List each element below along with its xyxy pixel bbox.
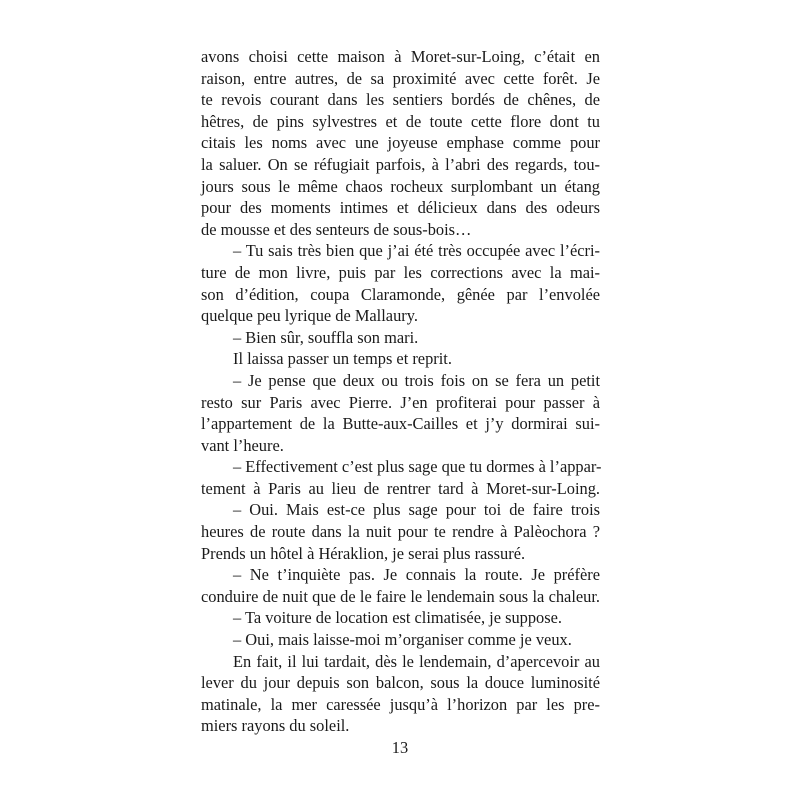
text-line: matinale, la mer caressée jusqu’à l’horizon par les pre- <box>201 694 600 714</box>
text-line: la saluer. On se réfugiait parfois, à l’abri des regards, tou- <box>201 154 600 174</box>
text-line: – Bien sûr, souffla son mari. <box>233 327 419 347</box>
text-line: En fait, il lui tardait, dès le lendemain, d’apercevoir au <box>233 651 600 671</box>
paragraph <box>201 607 600 629</box>
text-line: citais les noms avec une joyeuse emphase comme pour <box>201 133 600 153</box>
text-line: raison, entre autres, de sa proximité avec cette forêt. Je <box>201 68 600 88</box>
text-line: hêtres, de pins sylvestres et de toute cette flore dont tu <box>201 111 600 131</box>
paragraph <box>201 46 600 240</box>
text-line: pour des moments intimes et délicieux dans des odeurs <box>201 198 600 218</box>
text-line: miers rayons du soleil. <box>201 716 350 736</box>
text-line: – Je pense que deux ou trois fois on se fera un petit <box>233 370 600 390</box>
text-line: lever du jour depuis son balcon, sous la douce luminosité <box>201 673 600 693</box>
text-line: tement à Paris au lieu de rentrer tard à Moret-sur-Loing. <box>201 478 600 498</box>
paragraph <box>201 499 600 564</box>
paragraph <box>201 348 600 370</box>
paragraph <box>201 629 600 651</box>
text-line: resto sur Paris avec Pierre. J’en profiterai pour passer à <box>201 392 600 412</box>
text-line: – Tu sais très bien que j’ai été très occupée avec l’écri- <box>233 241 600 261</box>
text-line: quelque peu lyrique de Mallaury. <box>201 306 418 326</box>
paragraph <box>201 564 600 607</box>
paragraph <box>201 456 600 499</box>
text-line: Prends un hôtel à Héraklion, je serai plus rassuré. <box>201 543 526 563</box>
text-line: conduire de nuit que de le faire le lendemain sous la chaleur. <box>201 586 600 606</box>
text-line: son d’édition, coupa Claramonde, gênée par l’envolée <box>201 284 600 304</box>
text-line: l’appartement de la Butte-aux-Cailles et j’y dormirai sui- <box>201 414 600 434</box>
page-number: 13 <box>391 738 409 757</box>
text-line: te revois courant dans les sentiers bordés de chênes, de <box>201 90 600 110</box>
text-line: – Effectivement c’est plus sage que tu dormes à l’appar- <box>233 457 602 477</box>
paragraph <box>201 327 600 349</box>
paragraph <box>201 370 600 456</box>
text-line: Il laissa passer un temps et reprit. <box>233 349 452 369</box>
text-line: de mousse et des senteurs de sous-bois… <box>201 219 472 239</box>
text-line: – Ta voiture de location est climatisée, je suppose. <box>233 608 563 628</box>
text-line: heures de route dans la nuit pour te rendre à Palèochora ? <box>201 522 600 542</box>
text-line: ture de mon livre, puis par les corrections avec la mai- <box>201 262 600 282</box>
body-text <box>201 46 600 737</box>
text-line: – Oui. Mais est-ce plus sage pour toi de faire trois <box>233 500 600 520</box>
text-line: – Oui, mais laisse-moi m’organiser comme je veux. <box>233 630 572 650</box>
text-line: – Ne t’inquiète pas. Je connais la route. Je préfère <box>233 565 600 585</box>
text-line: vant l’heure. <box>201 435 284 455</box>
text-line: jours sous le même chaos rocheux surplombant un étang <box>201 176 600 196</box>
paragraph <box>201 651 600 737</box>
paragraph <box>201 240 600 326</box>
text-line: avons choisi cette maison à Moret-sur-Loing, c’était en <box>201 47 600 66</box>
